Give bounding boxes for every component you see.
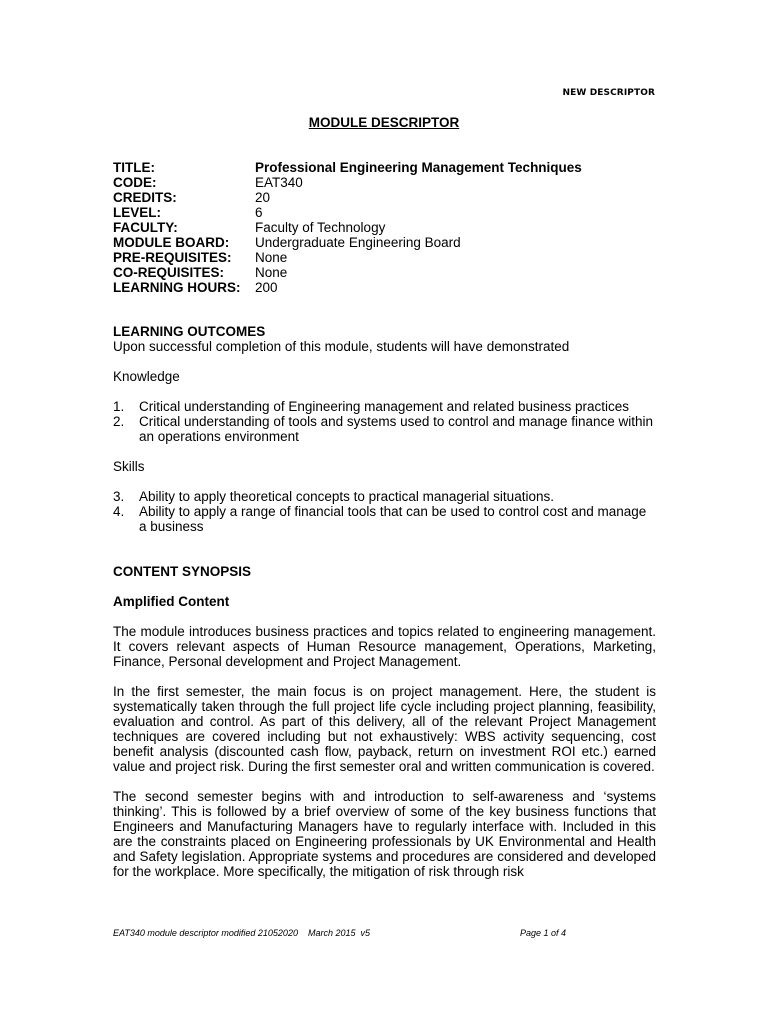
knowledge-label: Knowledge [113, 369, 180, 384]
meta-value: 6 [255, 205, 263, 220]
list-text: Critical understanding of tools and systems used to control and manage finance within an operations environment [139, 414, 654, 444]
skills-list [113, 489, 656, 534]
document-body [113, 324, 656, 879]
footer-document-info: EAT340 module descriptor modified 21052020 March 2015 v5 [113, 928, 370, 938]
document-title: MODULE DESCRIPTOR [308, 115, 460, 130]
meta-value: Undergraduate Engineering Board [255, 235, 461, 250]
meta-row-co-requisites [113, 265, 673, 280]
list-item [113, 504, 656, 534]
module-metadata [113, 160, 673, 295]
meta-value: 200 [255, 280, 278, 295]
knowledge-list [113, 399, 656, 444]
list-number: 2. [113, 414, 125, 429]
skills-label: Skills [113, 459, 145, 474]
meta-label: CODE: [113, 175, 157, 190]
list-text: Critical understanding of Engineering management and related business practices [139, 399, 630, 414]
meta-label: TITLE: [113, 160, 155, 175]
list-item [113, 399, 656, 414]
meta-label: LEARNING HOURS: [113, 280, 241, 295]
list-text: Ability to apply theoretical concepts to practical managerial situations. [139, 489, 554, 504]
meta-value: None [255, 250, 288, 265]
meta-label: CREDITS: [113, 190, 177, 205]
list-number: 4. [113, 504, 125, 519]
synopsis-paragraph: The second semester begins with and introduction to self-awareness and ‘systems thinking’. This is followed by a brief overview of some of the key business functions that Engineers and Manufacturing Managers have to regularly interface with. Included in this are the constraints placed on Engineering professionals by UK Environmental and Health and Safety legislation. Appropriate systems and procedures are considered and developed for the workplace. More specifically, the mitigation of risk through risk [113, 789, 656, 879]
meta-row-code [113, 175, 673, 190]
meta-row-faculty [113, 220, 673, 235]
synopsis-paragraph: The module introduces business practices and topics related to engineering management. It covers relevant aspects of Human Resource management, Operations, Marketing, Finance, Personal development and Project Management. [113, 624, 656, 669]
meta-value: None [255, 265, 288, 280]
content-synopsis-heading: CONTENT SYNOPSIS [113, 564, 252, 579]
list-item [113, 414, 656, 444]
learning-outcomes-heading: LEARNING OUTCOMES [113, 324, 266, 339]
list-number: 1. [113, 399, 125, 414]
descriptor-tag: NEW DESCRIPTOR [562, 88, 655, 98]
meta-label: MODULE BOARD: [113, 235, 230, 250]
list-item [113, 489, 656, 504]
meta-label: FACULTY: [113, 220, 178, 235]
meta-row-learning-hours [113, 280, 673, 295]
meta-label: PRE-REQUISITES: [113, 250, 232, 265]
meta-row-level [113, 205, 673, 220]
meta-label: CO-REQUISITES: [113, 265, 225, 280]
learning-outcomes-intro: Upon successful completion of this module, students will have demonstrated [113, 339, 570, 354]
meta-value: 20 [255, 190, 271, 205]
meta-row-module-board [113, 235, 673, 250]
meta-label: LEVEL: [113, 205, 162, 220]
meta-value: Faculty of Technology [255, 220, 386, 235]
list-text: Ability to apply a range of financial tools that can be used to control cost and manage a business [139, 504, 647, 534]
meta-row-credits [113, 190, 673, 205]
synopsis-paragraph: In the first semester, the main focus is on project management. Here, the student is systematically taken through the full project life cycle including project planning, feasibility, evaluation and control. As part of this delivery, all of the relevant Project Management techniques are covered including but not exhaustively: WBS activity sequencing, cost benefit analysis (discounted cash flow, payback, return on investment ROI etc.) earned value and project risk. During the first semester oral and written communication is covered. [113, 684, 656, 774]
meta-row-title [113, 160, 673, 175]
footer-page-number: Page 1 of 4 [520, 928, 567, 938]
list-number: 3. [113, 489, 125, 504]
meta-value: Professional Engineering Management Techniques [255, 160, 582, 175]
meta-value: EAT340 [255, 175, 303, 190]
meta-row-pre-requisites [113, 250, 673, 265]
amplified-content-heading: Amplified Content [113, 594, 230, 609]
